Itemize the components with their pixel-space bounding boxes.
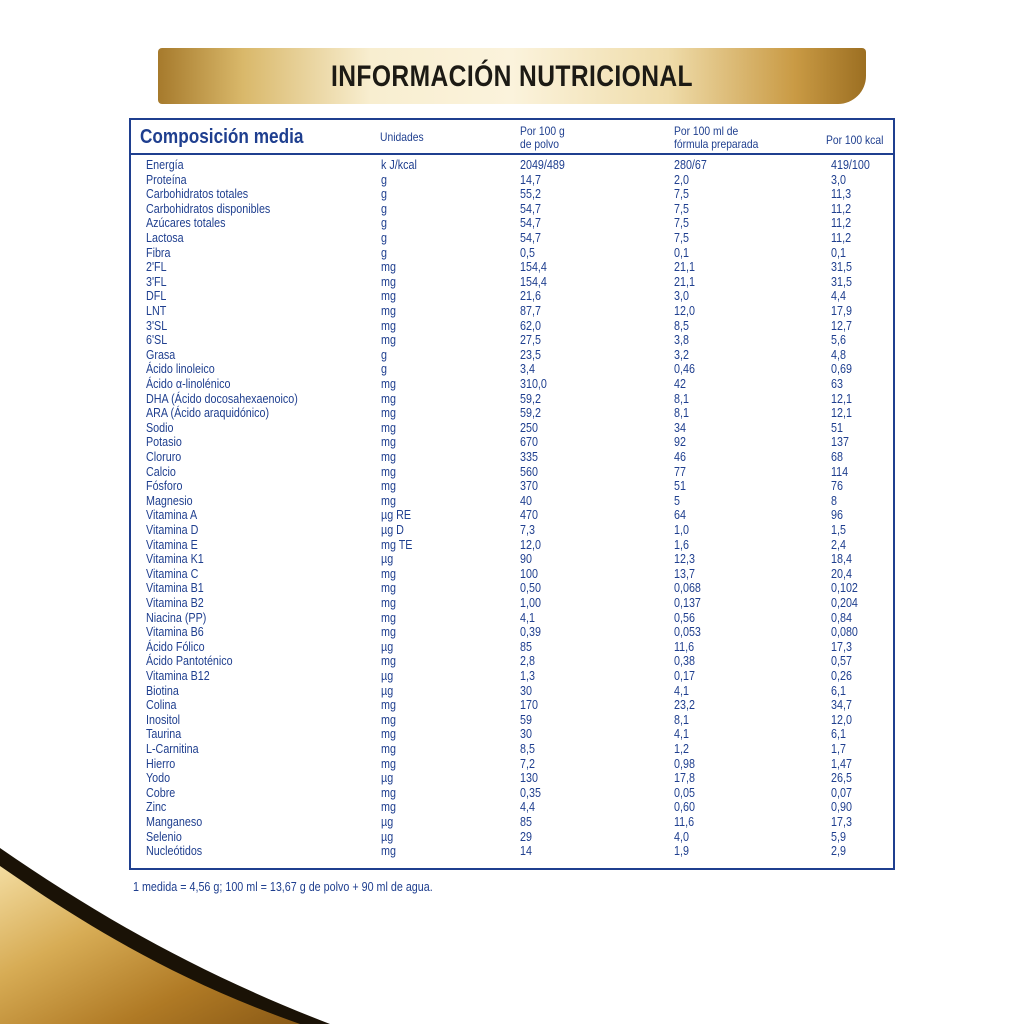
value-per-100kcal: 4,4 bbox=[831, 289, 846, 304]
value-per-100g: 1,00 bbox=[520, 596, 541, 610]
nutrient-unit: mg bbox=[381, 450, 396, 464]
value-per-100kcal: 0,102 bbox=[831, 581, 858, 596]
value-per-100kcal: 0,26 bbox=[831, 669, 852, 683]
value-per-100ml: 0,60 bbox=[674, 800, 695, 815]
nutrient-name: LNT bbox=[146, 304, 167, 318]
value-per-100kcal: 12,0 bbox=[831, 712, 852, 727]
nutrient-unit: mg bbox=[381, 260, 396, 275]
value-per-100kcal: 3,0 bbox=[831, 172, 846, 187]
value-per-100kcal: 31,5 bbox=[831, 274, 852, 289]
nutrient-unit: mg bbox=[381, 464, 396, 479]
value-per-100ml: 3,8 bbox=[674, 333, 689, 348]
nutrient-unit: mg TE bbox=[381, 537, 413, 552]
value-per-100kcal: 4,8 bbox=[831, 347, 846, 362]
nutrient-name: Vitamina B1 bbox=[146, 581, 204, 596]
table-row bbox=[0, 173, 1024, 188]
nutrient-name: Zinc bbox=[146, 800, 167, 815]
nutrient-name: Proteína bbox=[146, 172, 187, 187]
nutrient-unit: mg bbox=[381, 289, 396, 304]
nutrient-unit: g bbox=[381, 201, 387, 216]
value-per-100g: 0,50 bbox=[520, 581, 541, 596]
value-per-100kcal: 76 bbox=[831, 479, 843, 494]
nutrient-name: Colina bbox=[146, 698, 177, 713]
value-per-100kcal: 419/100 bbox=[831, 158, 870, 172]
nutrient-unit: mg bbox=[381, 742, 396, 756]
header-per-100ml-line1: Por 100 ml de bbox=[674, 124, 739, 138]
value-per-100g: 87,7 bbox=[520, 304, 541, 318]
table-row bbox=[0, 508, 1024, 523]
nutrient-name: 6'SL bbox=[146, 333, 168, 348]
nutrient-name: Grasa bbox=[146, 347, 176, 362]
value-per-100kcal: 11,3 bbox=[831, 187, 852, 202]
nutrient-unit: g bbox=[381, 347, 387, 362]
value-per-100ml: 280/67 bbox=[674, 158, 707, 172]
table-row bbox=[0, 567, 1024, 582]
table-row bbox=[0, 158, 1024, 173]
nutrient-name: Carbohidratos totales bbox=[146, 187, 249, 202]
value-per-100ml: 1,2 bbox=[674, 742, 689, 756]
value-per-100g: 670 bbox=[520, 435, 538, 450]
nutrient-name: Fibra bbox=[146, 245, 171, 260]
table-row bbox=[0, 275, 1024, 290]
nutrient-unit: mg bbox=[381, 566, 396, 581]
nutrient-unit: µg bbox=[381, 552, 394, 567]
header-composition: Composición media bbox=[140, 126, 304, 148]
value-per-100ml: 7,5 bbox=[674, 231, 689, 245]
value-per-100kcal: 2,4 bbox=[831, 537, 846, 552]
value-per-100ml: 12,3 bbox=[674, 552, 695, 567]
value-per-100kcal: 12,7 bbox=[831, 318, 852, 333]
nutrient-unit: µg bbox=[381, 771, 394, 786]
value-per-100ml: 0,17 bbox=[674, 669, 695, 683]
value-per-100g: 154,4 bbox=[520, 274, 547, 289]
value-per-100g: 85 bbox=[520, 815, 532, 829]
nutrient-name: Vitamina A bbox=[146, 508, 198, 523]
value-per-100ml: 21,1 bbox=[674, 274, 695, 289]
value-per-100kcal: 0,1 bbox=[831, 245, 846, 260]
nutrient-unit: mg bbox=[381, 712, 396, 727]
value-per-100g: 7,2 bbox=[520, 756, 535, 771]
nutrient-name: Biotina bbox=[146, 683, 179, 698]
value-per-100kcal: 0,69 bbox=[831, 362, 852, 377]
nutrient-name: Cobre bbox=[146, 785, 176, 800]
nutrient-unit: mg bbox=[381, 304, 396, 318]
nutrient-name: Taurina bbox=[146, 727, 182, 742]
nutrient-name: Manganeso bbox=[146, 815, 203, 829]
nutrient-name: Carbohidratos disponibles bbox=[146, 201, 271, 216]
value-per-100g: 2049/489 bbox=[520, 158, 565, 172]
value-per-100g: 59 bbox=[520, 712, 532, 727]
header-per-100kcal: Por 100 kcal bbox=[826, 133, 884, 147]
value-per-100g: 4,1 bbox=[520, 610, 535, 625]
value-per-100ml: 0,05 bbox=[674, 785, 695, 800]
nutrient-name: 3'FL bbox=[146, 274, 167, 289]
nutrient-name: 2'FL bbox=[146, 260, 167, 275]
value-per-100ml: 2,0 bbox=[674, 172, 689, 187]
value-per-100g: 4,4 bbox=[520, 800, 535, 815]
value-per-100g: 250 bbox=[520, 420, 538, 435]
value-per-100g: 59,2 bbox=[520, 391, 541, 406]
nutrient-name: Nucleótidos bbox=[146, 844, 203, 859]
table-row bbox=[0, 465, 1024, 480]
value-per-100kcal: 0,90 bbox=[831, 800, 852, 815]
value-per-100g: 62,0 bbox=[520, 318, 541, 333]
value-per-100ml: 0,053 bbox=[674, 625, 701, 640]
value-per-100g: 23,5 bbox=[520, 347, 541, 362]
nutrient-unit: mg bbox=[381, 377, 396, 391]
value-per-100ml: 0,137 bbox=[674, 596, 701, 610]
value-per-100g: 85 bbox=[520, 639, 532, 654]
table-row bbox=[0, 611, 1024, 626]
table-row bbox=[0, 742, 1024, 757]
value-per-100g: 335 bbox=[520, 450, 538, 464]
nutrient-name: Magnesio bbox=[146, 493, 193, 508]
nutrient-name: Ácido Pantoténico bbox=[146, 654, 233, 669]
table-row bbox=[0, 304, 1024, 319]
value-per-100kcal: 17,9 bbox=[831, 304, 852, 318]
nutrient-name: Ácido α-linolénico bbox=[146, 377, 231, 391]
value-per-100g: 12,0 bbox=[520, 537, 541, 552]
value-per-100g: 470 bbox=[520, 508, 538, 523]
table-row bbox=[0, 669, 1024, 684]
nutrient-name: L-Carnitina bbox=[146, 742, 199, 756]
value-per-100g: 14 bbox=[520, 844, 532, 859]
nutrient-name: Vitamina B12 bbox=[146, 669, 210, 683]
table-row bbox=[0, 319, 1024, 334]
table-row bbox=[0, 523, 1024, 538]
value-per-100ml: 77 bbox=[674, 464, 686, 479]
value-per-100kcal: 0,07 bbox=[831, 785, 852, 800]
nutrient-name: Fósforo bbox=[146, 479, 183, 494]
nutrient-unit: mg bbox=[381, 406, 396, 421]
value-per-100kcal: 5,9 bbox=[831, 829, 846, 844]
nutrient-name: Vitamina B6 bbox=[146, 625, 204, 640]
nutrient-unit: mg bbox=[381, 596, 396, 610]
nutrient-name: Potasio bbox=[146, 435, 182, 450]
table-row bbox=[0, 581, 1024, 596]
value-per-100kcal: 1,47 bbox=[831, 756, 852, 771]
header-divider bbox=[131, 153, 893, 155]
table-row bbox=[0, 713, 1024, 728]
value-per-100ml: 13,7 bbox=[674, 566, 695, 581]
value-per-100g: 154,4 bbox=[520, 260, 547, 275]
value-per-100kcal: 1,5 bbox=[831, 523, 846, 537]
nutrient-unit: g bbox=[381, 172, 387, 187]
value-per-100g: 370 bbox=[520, 479, 538, 494]
value-per-100ml: 4,1 bbox=[674, 727, 689, 742]
value-per-100g: 0,35 bbox=[520, 785, 541, 800]
value-per-100ml: 4,0 bbox=[674, 829, 689, 844]
nutrient-unit: mg bbox=[381, 785, 396, 800]
nutrient-unit: µg RE bbox=[381, 508, 412, 523]
nutrient-name: Selenio bbox=[146, 829, 182, 844]
value-per-100g: 21,6 bbox=[520, 289, 541, 304]
table-row bbox=[0, 698, 1024, 713]
nutrient-unit: mg bbox=[381, 274, 396, 289]
header-per-100ml bbox=[674, 125, 758, 151]
value-per-100g: 30 bbox=[520, 727, 532, 742]
page-title: INFORMACIÓN NUTRICIONAL bbox=[330, 60, 694, 93]
value-per-100kcal: 68 bbox=[831, 450, 843, 464]
value-per-100g: 0,5 bbox=[520, 245, 535, 260]
value-per-100ml: 92 bbox=[674, 435, 686, 450]
value-per-100ml: 3,0 bbox=[674, 289, 689, 304]
value-per-100g: 54,7 bbox=[520, 201, 541, 216]
value-per-100ml: 7,5 bbox=[674, 216, 689, 231]
table-row bbox=[0, 333, 1024, 348]
value-per-100kcal: 0,204 bbox=[831, 596, 858, 610]
table-row bbox=[0, 435, 1024, 450]
value-per-100kcal: 26,5 bbox=[831, 771, 852, 786]
value-per-100kcal: 12,1 bbox=[831, 406, 852, 421]
table-row bbox=[0, 348, 1024, 363]
nutrient-unit: mg bbox=[381, 625, 396, 640]
nutrient-name: Energía bbox=[146, 158, 184, 172]
nutrient-name: Vitamina C bbox=[146, 566, 199, 581]
nutrient-unit: mg bbox=[381, 698, 396, 713]
value-per-100kcal: 6,1 bbox=[831, 727, 846, 742]
nutrient-unit: mg bbox=[381, 479, 396, 494]
value-per-100kcal: 114 bbox=[831, 464, 849, 479]
nutrient-unit: mg bbox=[381, 435, 396, 450]
value-per-100kcal: 18,4 bbox=[831, 552, 852, 567]
nutrient-unit: mg bbox=[381, 844, 396, 859]
table-row bbox=[0, 727, 1024, 742]
nutrient-name: Ácido linoleico bbox=[146, 362, 215, 377]
value-per-100kcal: 11,2 bbox=[831, 231, 852, 245]
table-row bbox=[0, 421, 1024, 436]
value-per-100kcal: 20,4 bbox=[831, 566, 852, 581]
value-per-100g: 54,7 bbox=[520, 231, 541, 245]
nutrient-name: Cloruro bbox=[146, 450, 182, 464]
nutrient-unit: µg D bbox=[381, 523, 404, 537]
nutrient-unit: µg bbox=[381, 683, 394, 698]
value-per-100g: 27,5 bbox=[520, 333, 541, 348]
nutrient-unit: mg bbox=[381, 420, 396, 435]
nutrient-unit: mg bbox=[381, 800, 396, 815]
nutrient-unit: mg bbox=[381, 610, 396, 625]
nutrient-unit: mg bbox=[381, 727, 396, 742]
value-per-100ml: 8,1 bbox=[674, 391, 689, 406]
nutrient-unit: g bbox=[381, 245, 387, 260]
table-row bbox=[0, 406, 1024, 421]
table-row bbox=[0, 362, 1024, 377]
value-per-100g: 170 bbox=[520, 698, 538, 713]
value-per-100ml: 51 bbox=[674, 479, 686, 494]
table-row bbox=[0, 377, 1024, 392]
value-per-100ml: 8,5 bbox=[674, 318, 689, 333]
value-per-100kcal: 5,6 bbox=[831, 333, 846, 348]
value-per-100g: 130 bbox=[520, 771, 538, 786]
value-per-100g: 54,7 bbox=[520, 216, 541, 231]
nutrient-name: Niacina (PP) bbox=[146, 610, 207, 625]
nutrient-unit: mg bbox=[381, 318, 396, 333]
value-per-100g: 100 bbox=[520, 566, 538, 581]
nutrient-name: Vitamina D bbox=[146, 523, 199, 537]
value-per-100kcal: 0,57 bbox=[831, 654, 852, 669]
value-per-100kcal: 8 bbox=[831, 493, 837, 508]
value-per-100g: 40 bbox=[520, 493, 532, 508]
value-per-100ml: 23,2 bbox=[674, 698, 695, 713]
value-per-100kcal: 31,5 bbox=[831, 260, 852, 275]
value-per-100ml: 46 bbox=[674, 450, 686, 464]
value-per-100ml: 4,1 bbox=[674, 683, 689, 698]
value-per-100g: 8,5 bbox=[520, 742, 535, 756]
value-per-100kcal: 137 bbox=[831, 435, 849, 450]
nutrient-name: Sodio bbox=[146, 420, 174, 435]
table-row bbox=[0, 289, 1024, 304]
value-per-100kcal: 51 bbox=[831, 420, 843, 435]
value-per-100ml: 3,2 bbox=[674, 347, 689, 362]
header-units: Unidades bbox=[380, 130, 424, 144]
table-row bbox=[0, 800, 1024, 815]
nutrient-unit: mg bbox=[381, 581, 396, 596]
nutrient-unit: mg bbox=[381, 391, 396, 406]
table-row bbox=[0, 392, 1024, 407]
value-per-100kcal: 1,7 bbox=[831, 742, 846, 756]
value-per-100ml: 0,068 bbox=[674, 581, 701, 596]
nutrient-unit: g bbox=[381, 187, 387, 202]
value-per-100g: 310,0 bbox=[520, 377, 547, 391]
nutrient-name: Inositol bbox=[146, 712, 181, 727]
value-per-100g: 0,39 bbox=[520, 625, 541, 640]
value-per-100ml: 1,0 bbox=[674, 523, 689, 537]
value-per-100g: 3,4 bbox=[520, 362, 535, 377]
table-row bbox=[0, 757, 1024, 772]
nutrient-unit: µg bbox=[381, 815, 394, 829]
value-per-100ml: 7,5 bbox=[674, 201, 689, 216]
value-per-100ml: 8,1 bbox=[674, 712, 689, 727]
table-row bbox=[0, 260, 1024, 275]
nutrient-name: Vitamina B2 bbox=[146, 596, 204, 610]
value-per-100ml: 11,6 bbox=[674, 815, 695, 829]
nutrient-name: DFL bbox=[146, 289, 167, 304]
table-row bbox=[0, 684, 1024, 699]
nutrient-name: ARA (Ácido araquidónico) bbox=[146, 406, 270, 421]
value-per-100kcal: 12,1 bbox=[831, 391, 852, 406]
nutrient-unit: µg bbox=[381, 669, 394, 683]
table-row bbox=[0, 596, 1024, 611]
value-per-100kcal: 6,1 bbox=[831, 683, 846, 698]
decorative-swoosh bbox=[0, 840, 360, 1024]
value-per-100kcal: 2,9 bbox=[831, 844, 846, 859]
nutrient-unit: g bbox=[381, 362, 387, 377]
value-per-100g: 29 bbox=[520, 829, 532, 844]
value-per-100ml: 11,6 bbox=[674, 639, 695, 654]
nutrient-name: Yodo bbox=[146, 771, 171, 786]
table-row bbox=[0, 771, 1024, 786]
value-per-100kcal: 11,2 bbox=[831, 201, 852, 216]
value-per-100kcal: 63 bbox=[831, 377, 843, 391]
table-row bbox=[0, 786, 1024, 801]
table-row bbox=[0, 216, 1024, 231]
value-per-100kcal: 96 bbox=[831, 508, 843, 523]
value-per-100ml: 17,8 bbox=[674, 771, 695, 786]
value-per-100g: 7,3 bbox=[520, 523, 535, 537]
value-per-100ml: 0,38 bbox=[674, 654, 695, 669]
value-per-100ml: 64 bbox=[674, 508, 686, 523]
table-row bbox=[0, 479, 1024, 494]
header-per-100g bbox=[520, 125, 565, 151]
nutrient-unit: g bbox=[381, 231, 387, 245]
value-per-100ml: 21,1 bbox=[674, 260, 695, 275]
table-row bbox=[0, 654, 1024, 669]
table-row bbox=[0, 640, 1024, 655]
value-per-100ml: 12,0 bbox=[674, 304, 695, 318]
table-row bbox=[0, 494, 1024, 509]
nutrient-unit: µg bbox=[381, 639, 394, 654]
header-per-100ml-line2: fórmula preparada bbox=[674, 137, 759, 151]
table-row bbox=[0, 202, 1024, 217]
value-per-100kcal: 17,3 bbox=[831, 815, 852, 829]
value-per-100ml: 42 bbox=[674, 377, 686, 391]
nutrient-unit: mg bbox=[381, 493, 396, 508]
value-per-100ml: 0,56 bbox=[674, 610, 695, 625]
header-per-100g-line1: Por 100 g bbox=[520, 124, 565, 138]
table-row bbox=[0, 552, 1024, 567]
nutrient-name: Calcio bbox=[146, 464, 176, 479]
value-per-100kcal: 11,2 bbox=[831, 216, 852, 231]
value-per-100kcal: 17,3 bbox=[831, 639, 852, 654]
nutrient-unit: mg bbox=[381, 654, 396, 669]
value-per-100ml: 0,46 bbox=[674, 362, 695, 377]
table-row bbox=[0, 246, 1024, 261]
nutrient-unit: mg bbox=[381, 333, 396, 348]
value-per-100ml: 34 bbox=[674, 420, 686, 435]
nutrient-name: Ácido Fólico bbox=[146, 639, 205, 654]
value-per-100ml: 0,1 bbox=[674, 245, 689, 260]
footnote: 1 medida = 4,56 g; 100 ml = 13,67 g de polvo + 90 ml de agua. bbox=[133, 880, 433, 894]
table-row bbox=[0, 450, 1024, 465]
nutrient-name: Azúcares totales bbox=[146, 216, 226, 231]
value-per-100kcal: 0,84 bbox=[831, 610, 852, 625]
value-per-100ml: 5 bbox=[674, 493, 680, 508]
nutrient-name: Vitamina E bbox=[146, 537, 198, 552]
value-per-100g: 59,2 bbox=[520, 406, 541, 421]
table-row bbox=[0, 815, 1024, 830]
table-row bbox=[0, 625, 1024, 640]
nutrient-unit: k J/kcal bbox=[381, 158, 417, 172]
header-per-100g-line2: de polvo bbox=[520, 137, 560, 151]
value-per-100g: 30 bbox=[520, 683, 532, 698]
value-per-100g: 2,8 bbox=[520, 654, 535, 669]
value-per-100g: 1,3 bbox=[520, 669, 535, 683]
nutrient-name: Hierro bbox=[146, 756, 176, 771]
nutrient-name: DHA (Ácido docosahexaenoico) bbox=[146, 391, 298, 406]
value-per-100kcal: 34,7 bbox=[831, 698, 852, 713]
nutrient-unit: mg bbox=[381, 756, 396, 771]
table-row bbox=[0, 187, 1024, 202]
nutrient-name: Vitamina K1 bbox=[146, 552, 204, 567]
table-row bbox=[0, 231, 1024, 246]
value-per-100g: 55,2 bbox=[520, 187, 541, 202]
value-per-100ml: 7,5 bbox=[674, 187, 689, 202]
table-row bbox=[0, 538, 1024, 553]
value-per-100kcal: 0,080 bbox=[831, 625, 858, 640]
value-per-100ml: 8,1 bbox=[674, 406, 689, 421]
value-per-100ml: 1,6 bbox=[674, 537, 689, 552]
nutrient-name: Lactosa bbox=[146, 231, 184, 245]
nutrient-name: 3'SL bbox=[146, 318, 168, 333]
value-per-100ml: 1,9 bbox=[674, 844, 689, 859]
value-per-100ml: 0,98 bbox=[674, 756, 695, 771]
value-per-100g: 560 bbox=[520, 464, 538, 479]
nutrient-unit: µg bbox=[381, 829, 394, 844]
value-per-100g: 90 bbox=[520, 552, 532, 567]
nutrient-unit: g bbox=[381, 216, 387, 231]
value-per-100g: 14,7 bbox=[520, 172, 541, 187]
